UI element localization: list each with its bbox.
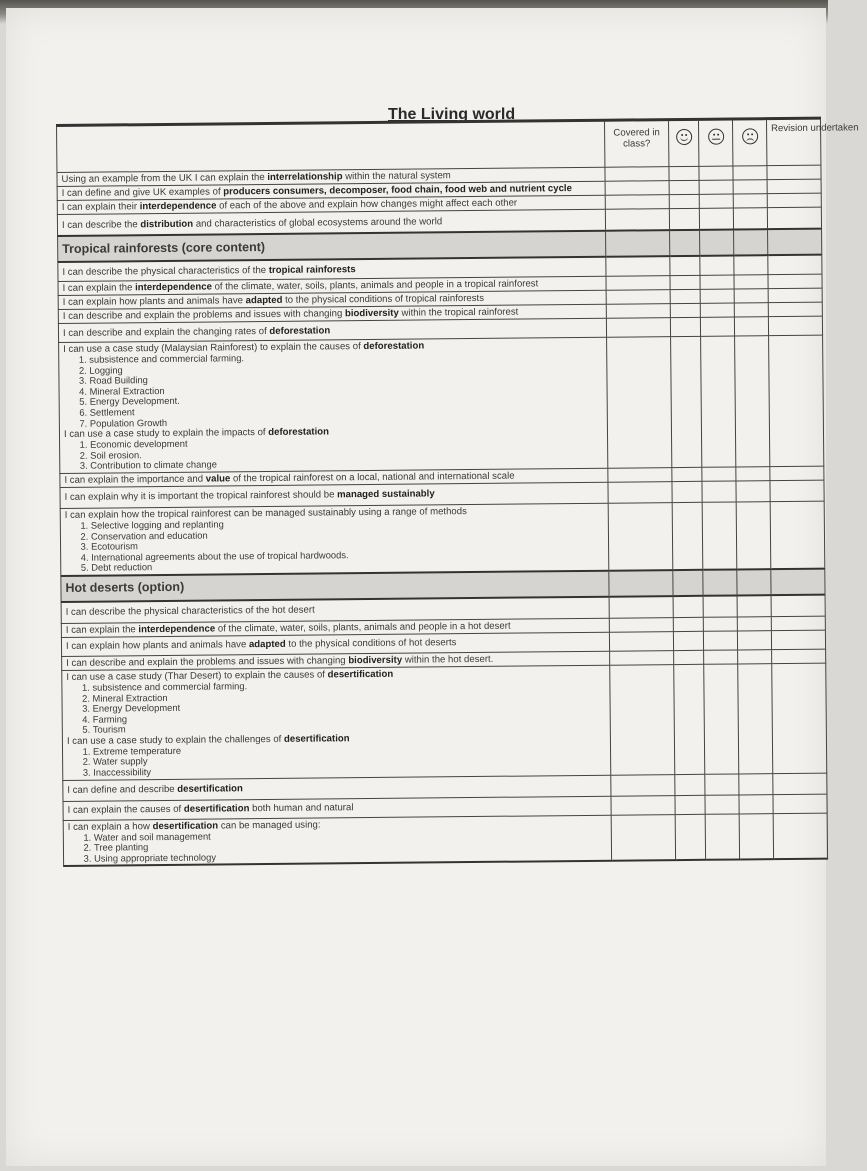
- revision-checkbox[interactable]: [772, 663, 827, 773]
- list-item: 1. Selective logging and replanting: [91, 516, 604, 532]
- unsure-checkbox[interactable]: [705, 774, 739, 795]
- covered-checkbox[interactable]: [606, 256, 670, 276]
- not-confident-checkbox[interactable]: [735, 336, 770, 467]
- revision-checkbox[interactable]: [767, 207, 821, 229]
- list-item: 6. Settlement: [90, 403, 603, 419]
- statement-cell: I can describe and explain the problems and issues with changing biodiversity within the tropical rainforest: [58, 304, 606, 323]
- revision-checkbox[interactable]: [767, 179, 821, 194]
- covered-checkbox[interactable]: [605, 181, 669, 196]
- statement-cell: I can explain the interdependence of the climate, water, soils, plants, animals and people in a tropical rainforest: [58, 276, 606, 295]
- list-item: 4. Farming: [93, 709, 606, 725]
- confident-checkbox[interactable]: [672, 467, 702, 481]
- covered-checkbox[interactable]: [605, 195, 669, 210]
- covered-checkbox[interactable]: [610, 651, 674, 666]
- statement-cell: I can explain the causes of desertification both human and natural: [63, 796, 611, 820]
- revision-checkbox[interactable]: [768, 255, 822, 275]
- list-item: 2. Conservation and education: [91, 526, 604, 542]
- statement-cell: I can describe the physical characteristics of the hot desert: [61, 597, 609, 624]
- covered-checkbox[interactable]: [611, 795, 675, 815]
- unsure-checkbox[interactable]: [700, 303, 734, 317]
- header-row: [57, 118, 821, 172]
- list-item: 1. Extreme temperature: [93, 742, 606, 758]
- not-confident-checkbox[interactable]: [733, 208, 767, 230]
- confident-checkbox[interactable]: [669, 208, 699, 230]
- unsure-checkbox[interactable]: [701, 336, 736, 467]
- revision-checkbox[interactable]: [771, 630, 825, 650]
- revision-checkbox[interactable]: [770, 480, 824, 502]
- not-confident-checkbox[interactable]: [739, 813, 773, 860]
- list-item: 2. Logging: [89, 360, 602, 376]
- unsure-checkbox[interactable]: [705, 814, 739, 861]
- statement-cell: I can describe the physical characteristics of the tropical rainforests: [58, 257, 606, 282]
- confident-checkbox[interactable]: [673, 631, 703, 650]
- not-confident-checkbox[interactable]: [734, 317, 768, 336]
- covered-checkbox[interactable]: [606, 276, 670, 291]
- list-item: 3. Contribution to climate change: [90, 456, 603, 472]
- confident-checkbox[interactable]: [675, 774, 705, 795]
- covered-checkbox[interactable]: [607, 337, 672, 469]
- deserts-heading: Hot deserts (option): [61, 571, 609, 602]
- management-list: [68, 827, 607, 864]
- unsure-checkbox[interactable]: [704, 664, 739, 774]
- not-confident-checkbox[interactable]: [737, 617, 771, 631]
- list-item: 7. Population Growth: [90, 413, 603, 429]
- table-row: [63, 813, 827, 867]
- unsure-checkbox[interactable]: [700, 317, 734, 336]
- revision-checkbox[interactable]: [768, 288, 822, 303]
- list-item: 2. Tree planting: [94, 838, 607, 854]
- not-confident-checkbox[interactable]: [737, 631, 771, 650]
- not-confident-checkbox[interactable]: [739, 773, 773, 794]
- unsure-checkbox[interactable]: [699, 208, 733, 230]
- not-confident-checkbox[interactable]: [734, 255, 768, 275]
- statement-cell: I can describe the distribution and characteristics of global ecosystems around the world: [57, 209, 605, 236]
- revision-checkbox[interactable]: [771, 595, 825, 617]
- smile-face-icon: [676, 129, 692, 145]
- confident-checkbox[interactable]: [670, 317, 700, 336]
- not-confident-checkbox[interactable]: [734, 289, 768, 303]
- statement-cell: I can explain how plants and animals have adapted to the physical conditions of hot deserts: [61, 632, 609, 656]
- desert-causes-list: [66, 678, 605, 736]
- covered-checkbox[interactable]: [608, 482, 672, 504]
- confident-checkbox[interactable]: [670, 303, 700, 317]
- unsure-checkbox[interactable]: [699, 180, 733, 194]
- unsure-checkbox[interactable]: [702, 502, 737, 570]
- revision-checkbox[interactable]: [772, 649, 826, 664]
- confident-checkbox[interactable]: [671, 336, 702, 467]
- revision-checkbox[interactable]: [773, 794, 827, 814]
- list-item: 2. Water supply: [93, 752, 606, 768]
- list-item: 5. Debt reduction: [91, 558, 604, 574]
- covered-checkbox[interactable]: [609, 618, 673, 633]
- neutral-header: [698, 119, 732, 166]
- list-item: 4. International agreements about the use of tropical hardwoods.: [91, 547, 604, 563]
- statement-cell: I can explain their interdependence of each of the above and explain how changes might affect each other: [57, 195, 605, 214]
- list-item: 1. Economic development: [90, 435, 603, 451]
- confident-checkbox[interactable]: [672, 481, 702, 502]
- covered-checkbox[interactable]: [605, 209, 669, 231]
- revision-header: Revision undertaken: [766, 118, 820, 166]
- unsure-checkbox[interactable]: [703, 631, 737, 650]
- sad-header: [732, 119, 766, 166]
- revision-checkbox[interactable]: [770, 501, 825, 569]
- confident-checkbox[interactable]: [672, 502, 703, 570]
- revision-checkbox[interactable]: [767, 193, 821, 208]
- causes-list: [63, 350, 603, 429]
- list-item: 2. Mineral Extraction: [92, 688, 605, 704]
- checklist-sheet: [56, 117, 859, 1056]
- confident-checkbox[interactable]: [674, 664, 705, 774]
- confident-checkbox[interactable]: [670, 275, 700, 289]
- statement-cell: I can define and give UK examples of producers consumers, decomposer, food chain, food web and nutrient cycle: [57, 181, 605, 200]
- covered-checkbox[interactable]: [606, 304, 670, 319]
- revision-checkbox[interactable]: [770, 466, 824, 481]
- sad-face-icon: [742, 128, 758, 144]
- not-confident-checkbox[interactable]: [733, 166, 767, 180]
- list-item: 5. Energy Development.: [90, 392, 603, 408]
- impacts-list: [64, 435, 603, 472]
- header-blank: [57, 120, 605, 172]
- list-item: 3. Ecotourism: [91, 537, 604, 553]
- list-item: 3. Energy Development: [93, 699, 606, 715]
- methods-list: [65, 516, 604, 574]
- not-confident-checkbox[interactable]: [733, 194, 767, 208]
- confident-checkbox[interactable]: [673, 596, 703, 618]
- covered-checkbox[interactable]: [611, 814, 675, 861]
- confident-checkbox[interactable]: [675, 795, 705, 814]
- statement-cell: I can use a case study (Malaysian Rainforest) to explain the causes of deforestation 1. subsistence and commercial farming. 2. Logging 3. Road Building 4. Mineral Extraction 5. Energy Development. 6. Settlement 7. Population Growth I can use a case study to explain the impacts of deforestation 1. Economic development 2. Soil erosion. 3. Contribution to climate change: [59, 337, 608, 473]
- covered-checkbox[interactable]: [609, 596, 673, 618]
- page-title: The Living world: [388, 106, 516, 123]
- unsure-checkbox[interactable]: [699, 194, 733, 208]
- table-row: [59, 335, 824, 473]
- statement-cell: I can describe and explain the problems and issues with changing biodiversity within the hot desert.: [62, 651, 610, 670]
- unsure-checkbox[interactable]: [703, 617, 737, 631]
- covered-checkbox[interactable]: [608, 468, 672, 483]
- confident-checkbox[interactable]: [675, 814, 705, 861]
- covered-checkbox[interactable]: [606, 290, 670, 305]
- unsure-checkbox[interactable]: [703, 595, 737, 617]
- unsure-checkbox[interactable]: [700, 255, 734, 275]
- statement-cell: Using an example from the UK I can explain the interrelationship within the natural system: [57, 167, 605, 186]
- revision-checkbox[interactable]: [768, 302, 822, 317]
- not-confident-checkbox[interactable]: [737, 595, 771, 617]
- not-confident-checkbox[interactable]: [736, 502, 771, 570]
- covered-checkbox[interactable]: [606, 318, 670, 338]
- confident-checkbox[interactable]: [669, 194, 699, 208]
- not-confident-checkbox[interactable]: [734, 303, 768, 317]
- table-row: [62, 663, 827, 780]
- confident-checkbox[interactable]: [673, 617, 703, 631]
- neutral-face-icon: [708, 129, 724, 145]
- revision-checkbox[interactable]: [773, 773, 827, 795]
- statement-cell: I can define and describe desertification: [63, 775, 611, 801]
- revision-checkbox[interactable]: [768, 316, 822, 336]
- list-item: 1. subsistence and commercial farming.: [92, 678, 605, 694]
- confident-checkbox[interactable]: [669, 180, 699, 194]
- unsure-checkbox[interactable]: [704, 650, 738, 664]
- statement-cell: I can explain a how desertification can be managed using: 1. Water and soil management 2. Tree planting 3. Using appropriate technology: [63, 815, 611, 867]
- covered-checkbox[interactable]: [609, 632, 673, 652]
- list-item: 3. Using appropriate technology: [94, 849, 607, 865]
- list-item: 4. Mineral Extraction: [90, 382, 603, 398]
- list-item: 1. subsistence and commercial farming.: [89, 350, 602, 366]
- unsure-checkbox[interactable]: [702, 481, 736, 502]
- unsure-checkbox[interactable]: [700, 275, 734, 289]
- not-confident-checkbox[interactable]: [739, 794, 773, 813]
- covered-header: Covered in class?: [604, 120, 668, 168]
- list-item: 2. Soil erosion.: [90, 446, 603, 462]
- not-confident-checkbox[interactable]: [734, 275, 768, 289]
- revision-checkbox[interactable]: [773, 813, 827, 860]
- checklist-table: [56, 117, 859, 868]
- challenges-list: [67, 742, 606, 779]
- rainforest-heading: Tropical rainforests (core content): [58, 231, 606, 262]
- smile-header: [668, 119, 698, 166]
- revision-checkbox[interactable]: [767, 165, 821, 180]
- statement-cell: I can explain the interdependence of the climate, water, soils, plants, animals and people in a hot desert: [61, 618, 609, 637]
- unsure-checkbox[interactable]: [699, 166, 733, 180]
- statement-cell: I can describe and explain the changing rates of deforestation: [58, 318, 606, 342]
- covered-checkbox[interactable]: [608, 503, 673, 571]
- not-confident-checkbox[interactable]: [733, 180, 767, 194]
- not-confident-checkbox[interactable]: [736, 481, 770, 502]
- statement-cell: I can explain how the tropical rainforest can be managed sustainably using a range of methods 1. Selective logging and replanting 2. Conservation and education 3. Ecotourism 4. International agreements about the use of tropical hardwoods. 5. Debt reduction: [60, 503, 609, 576]
- statement-cell: I can explain the importance and value of the tropical rainforest on a local, national and international scale: [60, 468, 608, 487]
- table-row: [60, 501, 825, 576]
- revision-checkbox[interactable]: [768, 274, 822, 289]
- not-confident-checkbox[interactable]: [738, 650, 772, 664]
- unsure-checkbox[interactable]: [705, 795, 739, 814]
- unsure-checkbox[interactable]: [702, 467, 736, 481]
- confident-checkbox[interactable]: [674, 650, 704, 664]
- list-item: 1. Water and soil management: [94, 827, 607, 843]
- statement-cell: I can explain how plants and animals have adapted to the physical conditions of tropical rainforests: [58, 290, 606, 309]
- covered-checkbox[interactable]: [611, 774, 675, 796]
- statement-cell: I can explain why it is important the tropical rainforest should be managed sustainably: [60, 482, 608, 508]
- list-item: 3. Road Building: [89, 371, 602, 387]
- statement-cell: I can use a case study (Thar Desert) to explain the causes of desertification 1. subsistence and commercial farming. 2. Mineral Extraction 3. Energy Development 4. Farming 5. Tourism I can use a case study to explain the challenges of desertification 1. Extreme temperature 2. Water supply 3. Inaccessibility: [62, 665, 611, 780]
- list-item: 3. Inaccessibility: [93, 763, 606, 779]
- covered-checkbox[interactable]: [610, 665, 675, 775]
- confident-checkbox[interactable]: [670, 289, 700, 303]
- covered-checkbox[interactable]: [605, 167, 669, 182]
- not-confident-checkbox[interactable]: [738, 664, 773, 774]
- confident-checkbox[interactable]: [669, 166, 699, 180]
- unsure-checkbox[interactable]: [700, 289, 734, 303]
- not-confident-checkbox[interactable]: [736, 467, 770, 481]
- revision-checkbox[interactable]: [771, 616, 825, 631]
- list-item: 5. Tourism: [93, 720, 606, 736]
- confident-checkbox[interactable]: [670, 256, 700, 276]
- revision-checkbox[interactable]: [769, 335, 824, 466]
